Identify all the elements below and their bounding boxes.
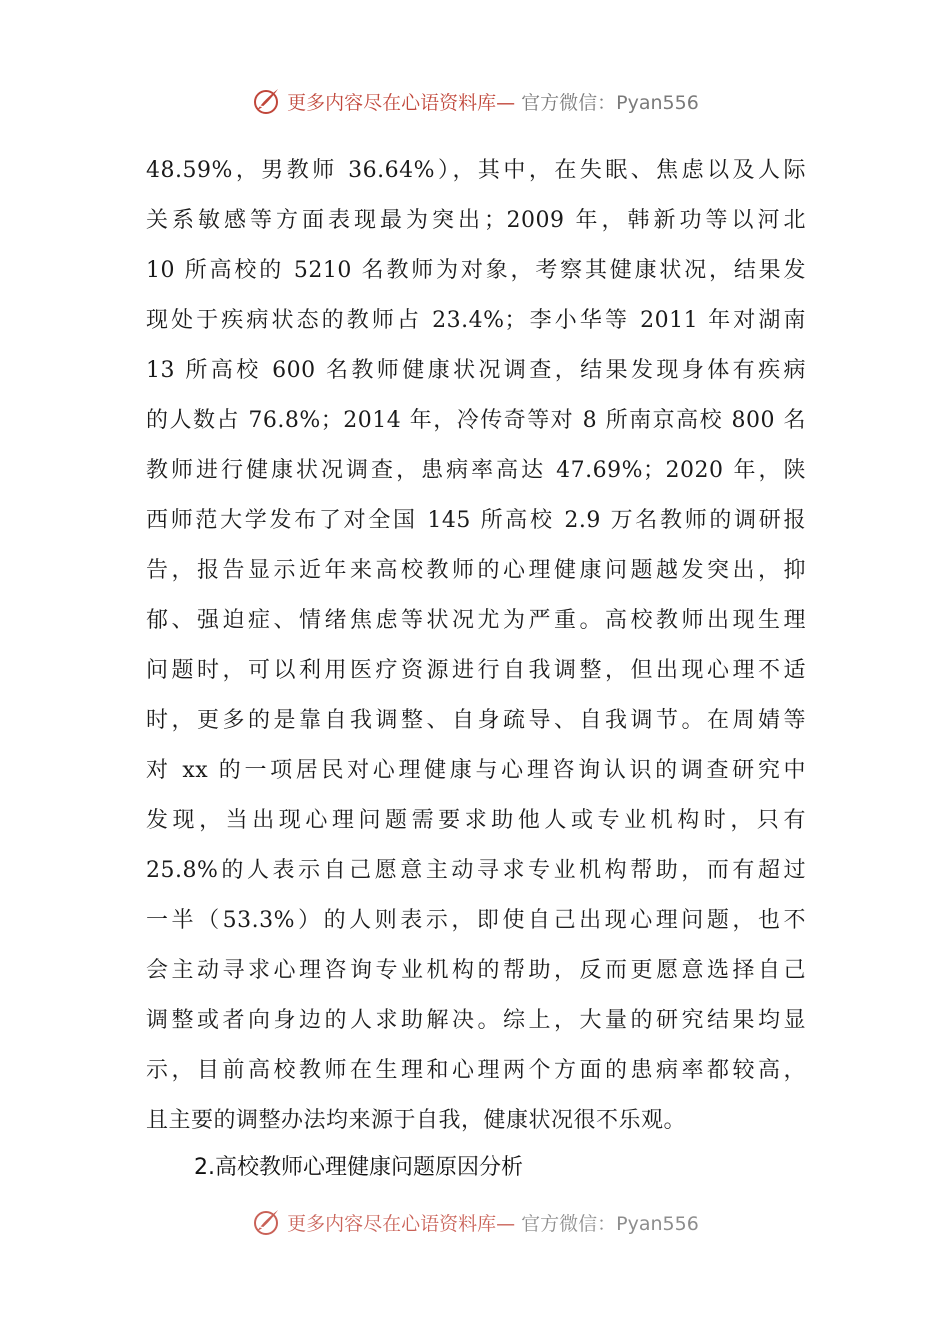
footer-watermark [0, 1207, 950, 1237]
paragraph-line: 13 所高校 600 名教师健康状况调查，结果发现身体有疾病 [146, 358, 806, 383]
section-heading: 2.高校教师心理健康问题原因分析 [194, 1155, 523, 1180]
watermark-main-text: 更多内容尽在心语资料库— [287, 1212, 516, 1235]
watermark-wechat-text: 官方微信：Pyan556 [521, 1212, 699, 1235]
body-paragraph [146, 146, 806, 1146]
paragraph-line: 现处于疾病状态的教师占 23.4%；李小华等 2011 年对湖南 [146, 308, 806, 333]
paragraph-line: 告，报告显示近年来高校教师的心理健康问题越发突出，抑 [146, 558, 806, 583]
paragraph-line: 问题时，可以利用医疗资源进行自我调整，但出现心理不适 [146, 658, 806, 683]
quill-logo-icon [251, 1207, 281, 1237]
paragraph-line: 时，更多的是靠自我调整、自身疏导、自我调节。在周婧等 [146, 708, 806, 733]
paragraph-line: 西师范大学发布了对全国 145 所高校 2.9 万名教师的调研报 [146, 508, 806, 533]
paragraph-line: 一半（53.3%）的人则表示，即使自己出现心理问题，也不 [146, 908, 806, 933]
paragraph-line: 的人数占 76.8%；2014 年，冷传奇等对 8 所南京高校 800 名 [146, 408, 806, 433]
paragraph-line: 10 所高校的 5210 名教师为对象，考察其健康状况，结果发 [146, 258, 806, 283]
paragraph-line: 教师进行健康状况调查，患病率高达 47.69%；2020 年，陕 [146, 458, 806, 483]
paragraph-line: 发现，当出现心理问题需要求助他人或专业机构时，只有 [146, 808, 806, 833]
watermark-main-text: 更多内容尽在心语资料库— [287, 91, 516, 114]
paragraph-line: 示，目前高校教师在生理和心理两个方面的患病率都较高， [146, 1058, 806, 1083]
paragraph-line: 48.59%，男教师 36.64%），其中，在失眠、焦虑以及人际 [146, 158, 806, 183]
paragraph-line: 郁、强迫症、情绪焦虑等状况尤为严重。高校教师出现生理 [146, 608, 806, 633]
paragraph-line: 25.8%的人表示自己愿意主动寻求专业机构帮助，而有超过 [146, 858, 806, 883]
header-watermark [0, 86, 950, 116]
paragraph-line: 且主要的调整办法均来源于自我，健康状况很不乐观。 [146, 1108, 687, 1133]
quill-logo-icon [251, 86, 281, 116]
watermark-wechat-text: 官方微信：Pyan556 [521, 91, 699, 114]
paragraph-line: 调整或者向身边的人求助解决。综上，大量的研究结果均显 [146, 1008, 806, 1033]
paragraph-line: 关系敏感等方面表现最为突出；2009 年，韩新功等以河北 [146, 208, 806, 233]
paragraph-line: 会主动寻求心理咨询专业机构的帮助，反而更愿意选择自己 [146, 958, 806, 983]
paragraph-line: 对 xx 的一项居民对心理健康与心理咨询认识的调查研究中 [146, 758, 806, 783]
